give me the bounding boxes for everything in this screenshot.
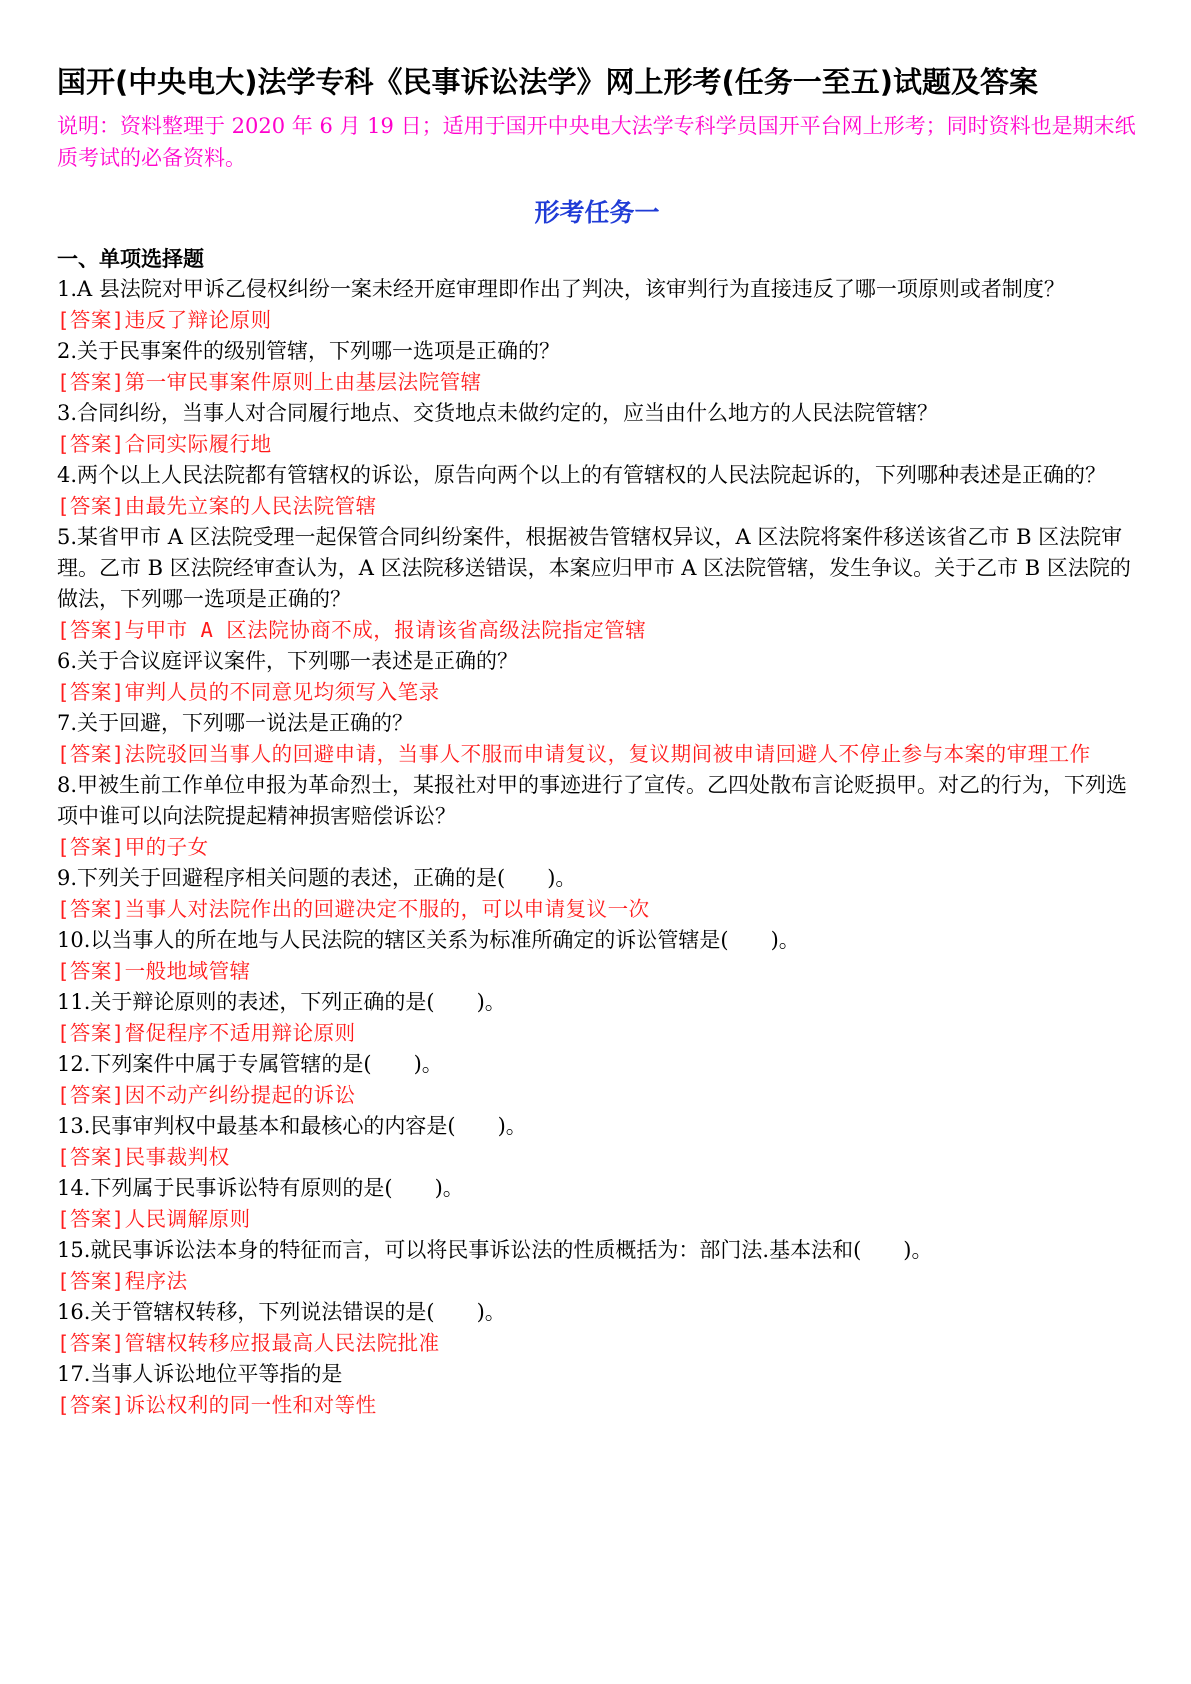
question-text: 17.当事人诉讼地位平等指的是: [57, 1362, 343, 1386]
question-text: 3.合同纠纷，当事人对合同履行地点、交货地点未做约定的，应当由什么地方的人民法院管辖？: [57, 401, 939, 425]
answer-text: [答案]程序法: [57, 1269, 188, 1293]
part-heading: 一、单项选择题: [57, 247, 204, 271]
question-text: 7.关于回避，下列哪一说法是正确的？: [57, 711, 414, 735]
question-text: 13.民事审判权中最基本和最核心的内容是( )。: [57, 1114, 527, 1138]
question-text: 5.某省甲市 A 区法院受理一起保管合同纠纷案件，根据被告管辖权异议，A 区法院将案件移送该省乙市 B 区法院审理。乙市 B 区法院经审查认为，A 区法院移送错误，本案应归甲市 A 区法院管辖，发生争议。关于乙市 B 区法院的做法，下列哪一选项是正确的？: [57, 525, 1131, 611]
question-list: [57, 274, 1137, 1421]
answer-text: [答案]违反了辩论原则: [57, 308, 272, 332]
answer-text: [答案]督促程序不适用辩论原则: [57, 1021, 356, 1045]
answer-text: [答案]一般地域管辖: [57, 959, 251, 983]
question-text: 12.下列案件中属于专属管辖的是( )。: [57, 1052, 443, 1076]
question-text: 2.关于民事案件的级别管辖，下列哪一选项是正确的？: [57, 339, 561, 363]
question-text: 16.关于管辖权转移，下列说法错误的是( )。: [57, 1300, 506, 1324]
answer-text: [答案]人民调解原则: [57, 1207, 251, 1231]
answer-text: [答案]当事人对法院作出的回避决定不服的，可以申请复议一次: [57, 897, 650, 921]
answer-text: [答案]诉讼权利的同一性和对等性: [57, 1393, 377, 1417]
answer-text: [答案]由最先立案的人民法院管辖: [57, 494, 377, 518]
answer-text: [答案]管辖权转移应报最高人民法院批准: [57, 1331, 440, 1355]
answer-text: [答案]与甲市 A 区法院协商不成，报请该省高级法院指定管辖: [57, 618, 647, 642]
answer-text: [答案]因不动产纠纷提起的诉讼: [57, 1083, 356, 1107]
answer-text: [答案]合同实际履行地: [57, 432, 272, 456]
answer-text: [答案]甲的子女: [57, 835, 209, 859]
question-text: 1.A 县法院对甲诉乙侵权纠纷一案未经开庭审理即作出了判决，该审判行为直接违反了哪一项原则或者制度？: [57, 277, 1065, 301]
question-text: 4.两个以上人民法院都有管辖权的诉讼，原告向两个以上的有管辖权的人民法院起诉的，下列哪种表述是正确的？: [57, 463, 1107, 487]
question-text: 9.下列关于回避程序相关问题的表述，正确的是( )。: [57, 866, 577, 890]
answer-text: [答案]审判人员的不同意见均须写入笔录: [57, 680, 440, 704]
question-text: 10.以当事人的所在地与人民法院的辖区关系为标准所确定的诉讼管辖是( )。: [57, 928, 800, 952]
question-text: 14.下列属于民事诉讼特有原则的是( )。: [57, 1176, 464, 1200]
answer-text: [答案]法院驳回当事人的回避申请，当事人不服而申请复议，复议期间被申请回避人不停止参与本案的审理工作: [57, 742, 1091, 766]
section-title: 形考任务一: [534, 198, 660, 227]
answer-text: [答案]第一审民事案件原则上由基层法院管辖: [57, 370, 482, 394]
document-note: 说明：资料整理于 2020 年 6 月 19 日；适用于国开中央电大法学专科学员国开平台网上形考；同时资料也是期末纸质考试的必备资料。: [57, 114, 1136, 170]
answer-text: [答案]民事裁判权: [57, 1145, 230, 1169]
question-text: 11.关于辩论原则的表述，下列正确的是( )。: [57, 990, 506, 1014]
question-text: 15.就民事诉讼法本身的特征而言，可以将民事诉讼法的性质概括为：部门法.基本法和( )。: [57, 1238, 933, 1262]
question-text: 6.关于合议庭评议案件，下列哪一表述是正确的？: [57, 649, 519, 673]
question-text: 8.甲被生前工作单位申报为革命烈士，某报社对甲的事迹进行了宣传。乙四处散布言论贬损甲。对乙的行为，下列选项中谁可以向法院提起精神损害赔偿诉讼？: [57, 773, 1128, 828]
document-title: 国开(中央电大)法学专科《民事诉讼法学》网上形考(任务一至五)试题及答案: [57, 65, 1039, 99]
